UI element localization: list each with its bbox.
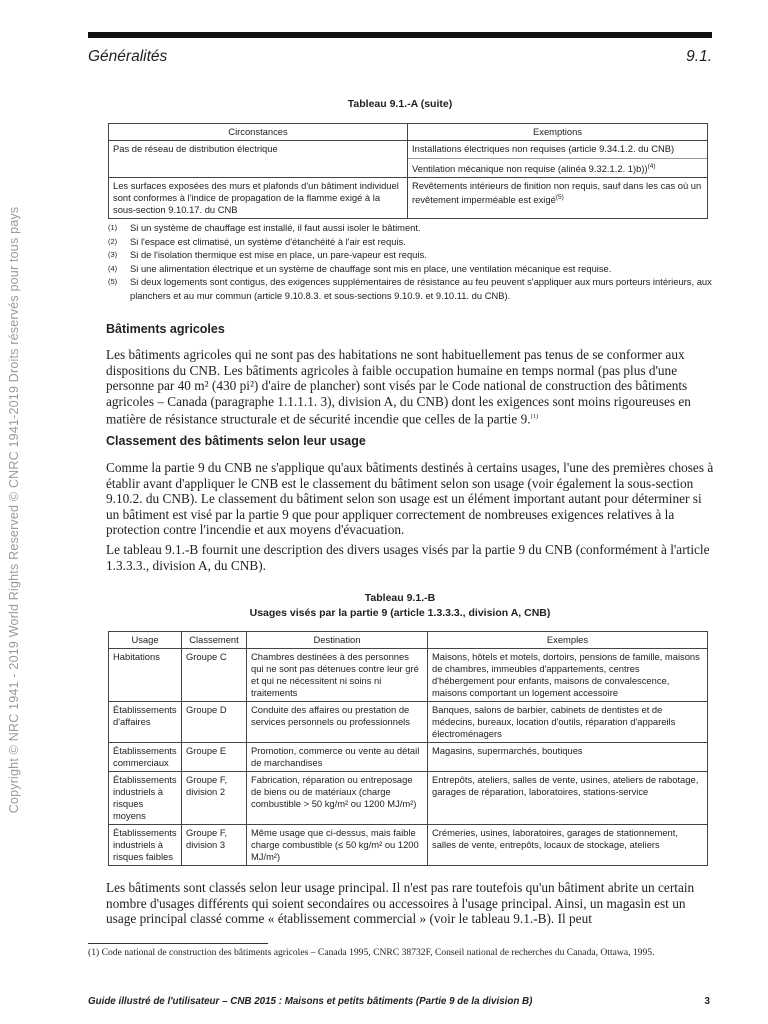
note-number: (4) — [108, 263, 118, 273]
cell-classement: Groupe F, division 2 — [182, 772, 247, 825]
footnote-ref: (1) — [530, 413, 539, 421]
table-b — [108, 631, 708, 866]
cell-classement: Groupe C — [182, 649, 247, 702]
note-text: Si une alimentation électrique et un système de chauffage sont mis en place, une ventilation mécanique est requise. — [130, 262, 612, 274]
exemption-line-wrapper — [412, 159, 703, 175]
cell-classement: Groupe F, division 3 — [182, 825, 247, 866]
table-cell-exemption — [408, 178, 708, 219]
cell-usage: Habitations — [109, 649, 182, 702]
header-title: Généralités — [88, 48, 168, 65]
table-header-cell: Exemptions — [408, 124, 708, 141]
paragraph-classement: Comme la partie 9 du CNB ne s'applique qu'aux bâtiments destinés à certains usages, l'une des premières choses à établir avant d'appliquer le CNB est le classement du bâtiment selon son usage (voir également la sous-section 9.10.2. du CNB). Le classement du bâtiment selon son usage est un élément important autant pour déterminer si un bâtiment est visé par la partie 9 que pour appliquer correctement de nombreuses exigences relatives à la protection contre l'incendie et aux moyens d'évacuation. — [106, 460, 714, 538]
cell-classement: Groupe E — [182, 743, 247, 772]
table-a-caption: Tableau 9.1.-A (suite) — [347, 98, 453, 110]
table-cell-exemption — [408, 141, 708, 178]
cell-exemples: Entrepôts, ateliers, salles de vente, usines, ateliers de rabotage, garages de réparation, laboratoires, stations-service — [428, 772, 708, 825]
table-cell-circonstance: Pas de réseau de distribution électrique — [109, 141, 408, 178]
footer-title: Guide illustré de l'utilisateur – CNB 2015 : Maisons et petits bâtiments (Partie 9 de la division B) — [88, 996, 533, 1007]
table-header-row — [109, 124, 708, 141]
side-copyright-text: Copyright © NRC 1941 - 2019 World Rights Reserved © CNRC 1941-2019 Droits réservés pour tous pays — [7, 206, 21, 814]
table-row — [109, 649, 708, 702]
table-row — [109, 772, 708, 825]
cell-exemples: Crémeries, usines, laboratoires, garages de stationnement, salles de vente, entrepôts, locaux de stockage, ateliers — [428, 825, 708, 866]
note-number: (3) — [108, 250, 118, 260]
table-header-row — [109, 632, 708, 649]
note-text: Si de l'isolation thermique est mise en place, un pare-vapeur est requis. — [130, 249, 427, 261]
cell-destination: Fabrication, réparation ou entreposage de biens ou de matériaux (charge combustible > 50 kg/m² ou 1200 MJ/m²) — [247, 772, 428, 825]
table-note — [108, 235, 712, 249]
paragraph-usage-principal: Les bâtiments sont classés selon leur usage principal. Il n'est pas rare toutefois qu'un bâtiment abrite un certain nombre d'usages différents qui soient secondaires ou accessoires à l'usage principal. Ainsi, un magasin est un usage principal classé comme « établissement commercial » (voir le tableau 9.1.-B). Il peut — [106, 880, 695, 927]
cell-exemples: Magasins, supermarchés, boutiques — [428, 743, 708, 772]
side-copyright — [2, 170, 26, 850]
paragraph-text: Les bâtiments agricoles qui ne sont pas des habitations ne sont habituellement pas tenus de se conformer aux dispositions du CNB. Les bâtiments agricoles à faible occupation humaine en temps normal (pas plus d'une personne par 40 m² (430 pi²) d'aire de plancher) sont visés par le Code national de construction des bâtiments agricoles – Canada (paragraphe 1.1.1.1. 3), division A, du CNB) dont les exigences sont moins rigoureuses en matière de résistance structurale et de sécurité incendie que celles de la partie 9. — [106, 347, 691, 427]
table-row — [109, 141, 708, 178]
paragraph-tableau-intro: Le tableau 9.1.-B fournit une description des divers usages visés par la partie 9 du CNB (conformément à l'article 1.3.3.3., division A, du CNB). — [106, 542, 710, 573]
footnote-ref: (4) — [647, 163, 656, 170]
table-header-cell: Exemples — [428, 632, 708, 649]
table-a — [108, 123, 708, 219]
table-b-subcaption: Usages visés par la partie 9 (article 1.3.3.3., division A, CNB) — [249, 607, 551, 619]
footnote-ref: (5) — [555, 194, 564, 202]
section-heading-agricoles: Bâtiments agricoles — [106, 322, 225, 336]
note-text: Si un système de chauffage est installé, il faut aussi isoler le bâtiment. — [130, 222, 421, 233]
cell-usage: Établissements industriels à risques faibles — [109, 825, 182, 866]
cell-exemples: Banques, salons de barbier, cabinets de dentistes et de médecins, bureaux, location d'outils, réparation d'appareils électroménagers — [428, 702, 708, 743]
page-number: 3 — [704, 996, 710, 1007]
footnote-rule — [88, 943, 268, 944]
cell-destination: Promotion, commerce ou vente au détail de marchandises — [247, 743, 428, 772]
cell-classement: Groupe D — [182, 702, 247, 743]
exemption-line: Installations électriques non requises (article 9.34.1.2. du CNB) — [408, 143, 707, 159]
table-header-cell: Classement — [182, 632, 247, 649]
table-b-caption: Tableau 9.1.-B — [364, 592, 436, 604]
table-note — [108, 221, 712, 235]
note-number: (5) — [108, 277, 118, 287]
exemption-line: Revêtements intérieurs de finition non requis, sauf dans les cas où un revêtement imperméable est exigé — [412, 180, 702, 206]
cell-destination: Conduite des affaires ou prestation de services personnels ou professionnels — [247, 702, 428, 743]
note-text: Si deux logements sont contigus, des exigences supplémentaires de résistance au feu peuvent s'appliquer aux murs porteurs intérieurs, aux planchers et au mur commun (article 9.10.8.3. et sous-sections 9.10.9. et 9.10.11. du CNB). — [130, 276, 712, 301]
cell-usage: Établissements commerciaux — [109, 743, 182, 772]
cell-exemples: Maisons, hôtels et motels, dortoirs, pensions de famille, maisons de chambres, immeubles d'appartements, centres d'hébergement pour enfants, maisons de convalescence, maisons comportant un logement accessoire — [428, 649, 708, 702]
table-header-cell: Destination — [247, 632, 428, 649]
page-footnote: (1) Code national de construction des bâtiments agricoles – Canada 1995, CNRC 38732F, Conseil national de recherches du Canada, Ottawa, 1995. — [88, 947, 655, 958]
cell-usage: Établissements industriels à risques moyens — [109, 772, 182, 825]
table-header-cell: Circonstances — [109, 124, 408, 141]
cell-usage: Établissements d'affaires — [109, 702, 182, 743]
header-rule — [88, 32, 712, 38]
cell-destination: Même usage que ci-dessus, mais faible charge combustible (≤ 50 kg/m² ou 1200 MJ/m²) — [247, 825, 428, 866]
table-note — [108, 275, 712, 302]
note-number: (1) — [108, 223, 118, 232]
paragraph-agricoles — [106, 347, 716, 427]
table-note — [108, 248, 712, 262]
table-row — [109, 702, 708, 743]
table-row — [109, 743, 708, 772]
table-a-notes — [108, 221, 712, 303]
table-note — [108, 262, 712, 276]
cell-destination: Chambres destinées à des personnes qui ne sont pas détenues contre leur gré et qui ne nécessitent ni soins ni traitements — [247, 649, 428, 702]
note-text: Si l'espace est climatisé, un système d'étanchéité à l'air est requis. — [130, 235, 406, 247]
exemption-line: Ventilation mécanique non requise (alinéa 9.32.1.2. 1)b)) — [412, 163, 648, 175]
table-header-cell: Usage — [109, 632, 182, 649]
table-row — [109, 178, 708, 219]
table-row — [109, 825, 708, 866]
section-heading-classement: Classement des bâtiments selon leur usage — [106, 434, 366, 448]
note-number: (2) — [108, 236, 118, 246]
header-section-number: 9.1. — [686, 48, 712, 65]
table-cell-circonstance: Les surfaces exposées des murs et plafonds d'un bâtiment individuel sont conformes à l'indice de propagation de la flamme exigé à la sous-section 9.10.17. du CNB — [109, 178, 408, 219]
